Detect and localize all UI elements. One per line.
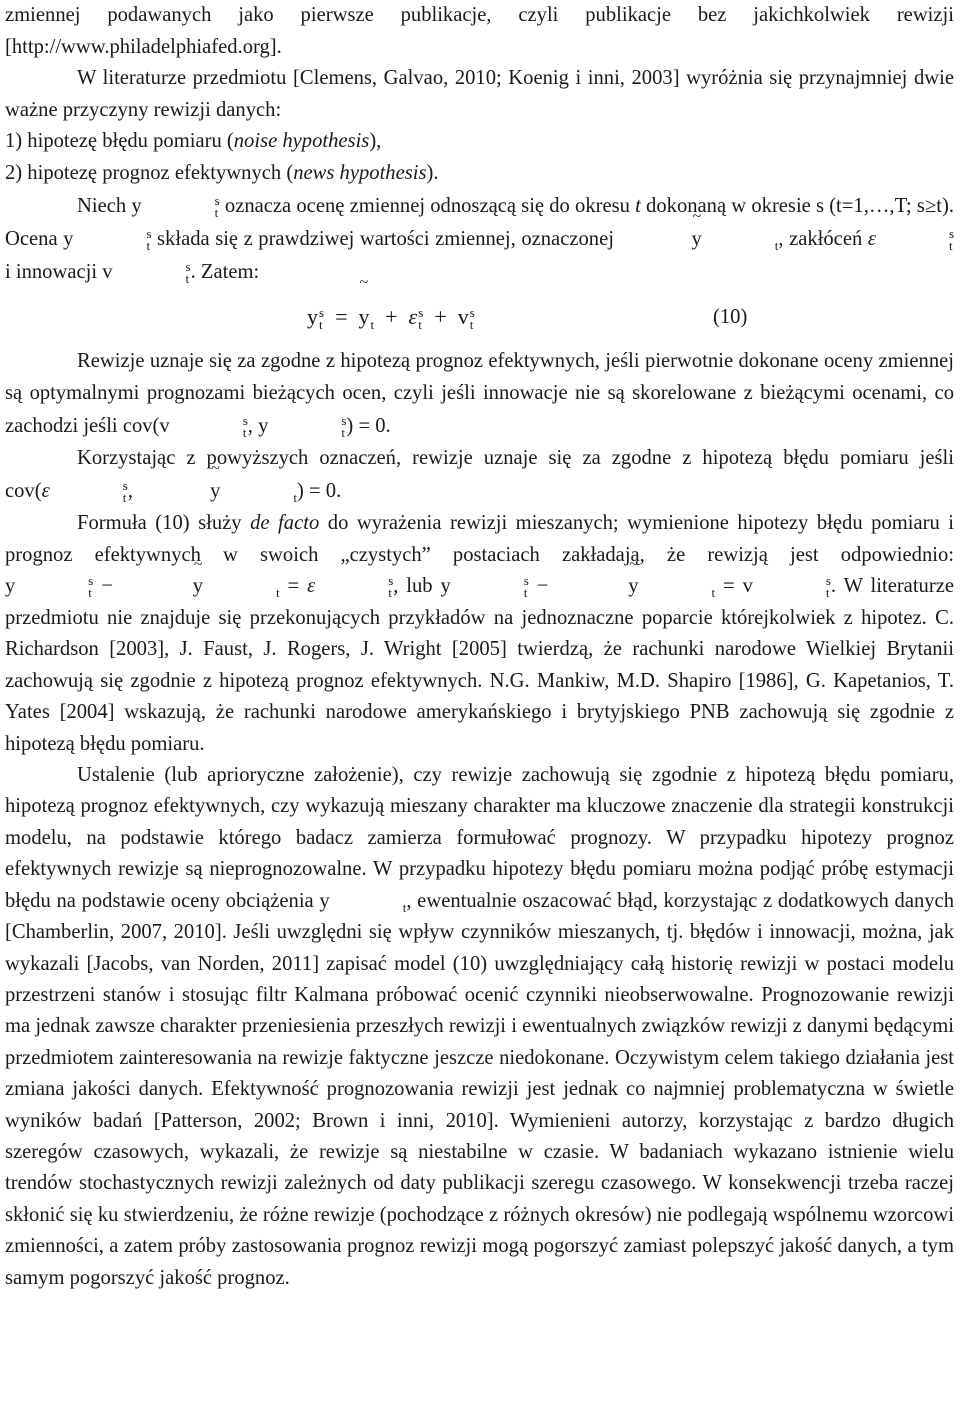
math-epsilon-t-s: ε s t — [867, 225, 954, 253]
paragraph-text: , ewentualnie oszacować błąd, korzystając z dodatkowych danych [Chamberlin, 2007, 2010]. Jeśli uwzględni się wpływ czynników mieszanych, tj. błędów i innowacji, można, jak wykazali [Jacobs, van Norden, 2011] zapisać model (10) uwzględniający całą historię rewizji w postaci modelu przestrzeni stanów i stosując filtr Kalmana próbować ocenić czynniki nieobserwowalne. Prognozowanie rewizji ma jednak zawsze charakter przeniesienia przeszłych rewizji i ewentualnych związków rewizji z danymi będącymi przedmiotem zainteresowania na rewizje faktyczne jeszcze niedokonane. Oczywistym celem takiego działania jest zmiana jakości danych. Efektywność prognozowania rewizji jest jednak co najmniej problematyczna w świetle wyników badań [Patterson, 2002; Brown i inni, 2010]. Wymienieni autorzy, korzystając z bardzo długich szeregów czasowych, wykazali, że rewizje są niestabilne w czasie. W badaniach wykazano istnienie wielu trendów stochastycznych rewizji zależnych od daty publikacji szeregu czasowego. W konsekwencji trzeba raczej skłonić się ku stwierdzeniu, że różne rewizje (pochodzące z różnych okresów) nie podlegają wspólnemu wzorcowi zmienności, a zatem próby zastosowania prognoz rewizji mogą pogorszyć zamiast polepszyć jakość danych, a tym samym pogorszyć jakość prognoz. — [5, 889, 954, 1289]
paragraph-text: Ustalenie (lub aprioryczne założenie), czy rewizje zachowują się zgodnie z hipotezą błędu pomiaru, hipotezą prognoz efektywnych, czy wykazują mieszany charakter ma kluczowe znaczenie dla strategii konstrukcji modelu, na podstawie którego badacz zamierza formułować prognozy. W przypadku hipotezy prognoz efektywnych rewizje są nieprognozowalne. W przypadku hipotezy błędu pomiaru można podjąć próbę estymacji błędu na podstawie oceny obciążenia — [5, 764, 954, 912]
latin-term: de facto — [250, 512, 320, 535]
paragraph-text: , lub — [393, 575, 433, 598]
paragraph-text: , zakłóceń — [778, 227, 863, 250]
list-item-term: noise hypothesis — [233, 130, 370, 153]
paragraph-text: oznacza ocenę zmiennej odnoszącą się do okresu — [224, 194, 630, 217]
paragraph-formula-10 — [5, 508, 954, 760]
paragraph-news-hypothesis — [5, 345, 954, 443]
paragraph-text: dokonaną w okresie s — [646, 194, 825, 217]
list-item-text: 2) hipotezę prognoz efektywnych ( — [5, 161, 294, 184]
paragraph-text: do wyrażenia rewizji mieszanych; wymienione hipotezy błędu pomiaru i prognoz efektywnych w swoich „czystych” postaciach zakładają, że rewizją jest odpowiednio: — [5, 512, 954, 566]
paragraph-text: . W literaturze przedmiotu nie znajduje się przekonujących przykładów na jednoznaczne poparcie którejkolwiek z hipotez. C. Richardson [2003], J. Faust, J. Rogers, J. Wright [2005] twierdzą, że rachunki narodowe Wielkiej Brytanii zachowują się zgodnie z hipotezą prognoz efektywnych. N.G. Mankiw, M.D. Shapiro [1986], G. Kapetanios, T. Yates [2004] wskazują, że rachunki narodowe amerykańskiego i brytyjskiego PNB zachowują się zgodnie z hipotezą błędu pomiaru. — [5, 575, 954, 755]
list-item-text: ), — [369, 130, 382, 153]
paragraph-text: Formuła (10) służy — [77, 512, 242, 535]
text-line: zmiennej podawanych jako pierwsze publikacje, czyli publikacje bez jakichkolwiek rewizji — [5, 4, 954, 26]
paragraph-text: W literaturze przedmiotu [Clemens, Galvao, 2010; Koenig i inni, 2003] wyróżnia się przynajmniej dwie ważne przyczyny rewizji danych: — [5, 67, 954, 121]
paragraph-revision-causes — [5, 63, 954, 126]
math-cov-v-y: cov(v s t , y s t ) = 0. — [122, 412, 391, 440]
list-item-text: ). — [426, 161, 439, 184]
equation-10 — [5, 289, 954, 345]
paragraph-text: składa się z prawdziwej wartości zmiennej, oznaczonej — [157, 227, 614, 250]
math-v-t-s: v s t — [102, 258, 191, 286]
math-noise-revision: y s t − ~ y t = ε s t — [5, 575, 393, 597]
paragraph-continuation — [5, 0, 954, 63]
math-y-t-s: y s t — [131, 192, 220, 220]
math-cov-eps-ytilde: cov(ε s t , ~ y t ) = 0. — [5, 480, 341, 502]
paragraph-text: (t=1,…,T; s≥t). Ocena — [5, 194, 954, 250]
math-t: t — [635, 194, 641, 217]
paragraph-text: Korzystając z powyższych oznaczeń, rewizje uznaje się za zgodne z hipotezą błędu pomiaru jeśli — [77, 447, 954, 470]
list-item-news-hypothesis — [5, 158, 954, 190]
paragraph-text: Niech — [77, 194, 127, 217]
paragraph-noise-hypothesis — [5, 442, 954, 508]
equation-body: y s t = ~ y t + ε s t + v s t — [307, 289, 475, 345]
math-news-revision: y s t − ~ y t = v s t — [441, 575, 831, 597]
math-y-tilde-t: ~ y t — [619, 228, 778, 250]
list-item-term: news hypothesis — [293, 161, 427, 184]
text-line: [http://www.philadelphiafed.org]. — [5, 35, 282, 58]
paragraph-notation — [5, 190, 954, 289]
paragraph-model-strategy — [5, 760, 954, 1294]
paragraph-text: . Zatem: — [190, 260, 260, 283]
math-y-t-s: y s t — [63, 225, 152, 253]
list-item-text: 1) hipotezę błędu pomiaru ( — [5, 130, 234, 153]
math-y-t: y t — [319, 889, 407, 915]
paragraph-text: i innowacji — [5, 260, 98, 283]
equation-number: (10) — [713, 305, 748, 328]
paragraph-text: Rewizje uznaje się za zgodne z hipotezą prognoz efektywnych, jeśli pierwotnie dokonane oceny zmiennej są optymalnymi prognozami bieżących ocen, czyli jeśli innowacje nie są skorelowane z bieżącymi ocenami, co zachodzi jeśli — [5, 349, 954, 437]
list-item-noise-hypothesis — [5, 126, 954, 158]
